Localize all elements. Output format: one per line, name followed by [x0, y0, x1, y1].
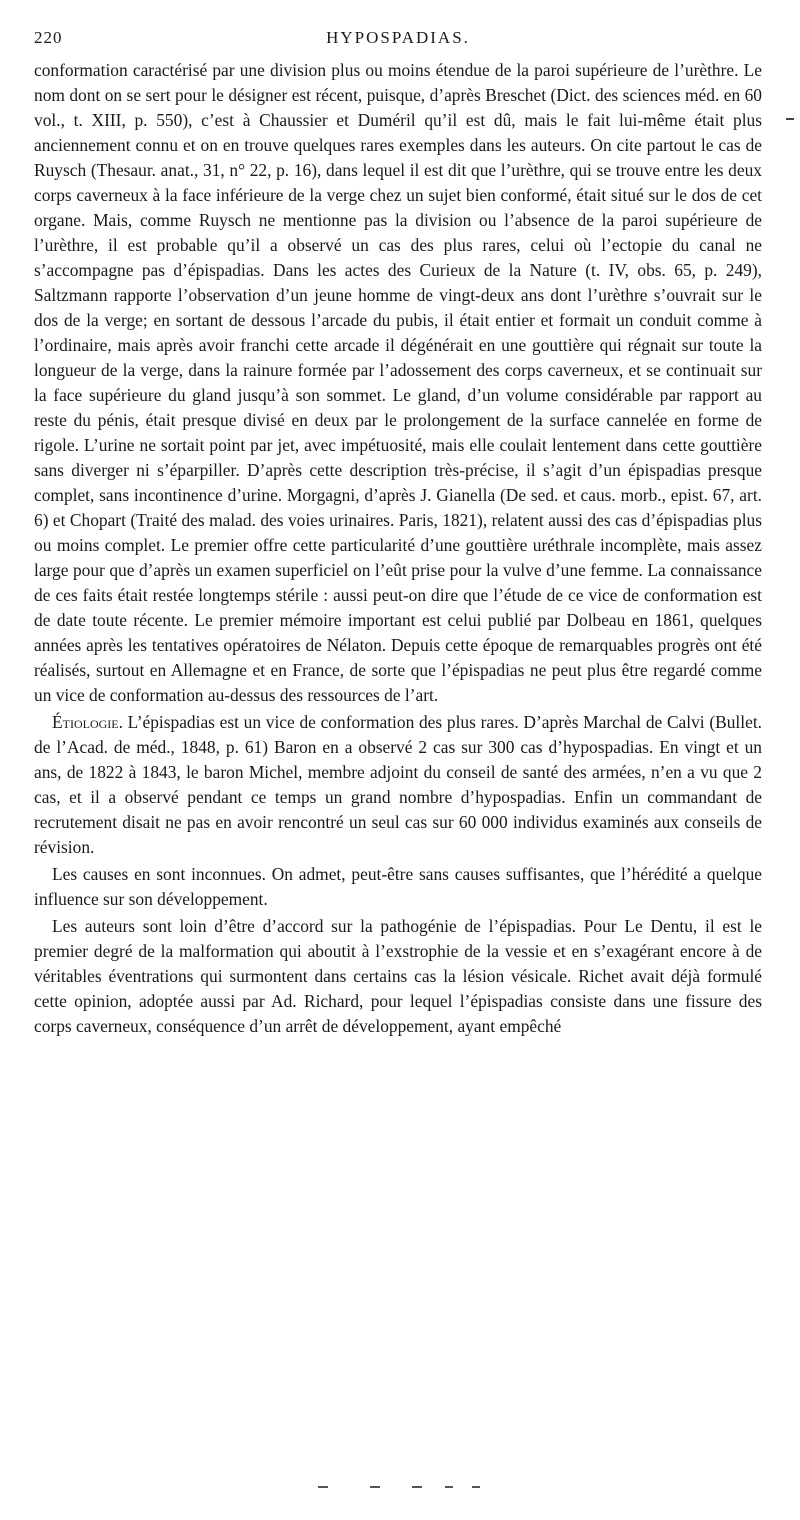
running-title: HYPOSPADIAS. [326, 28, 470, 47]
section-label: Étiologie. [52, 712, 123, 732]
running-header [34, 28, 762, 52]
paragraph: Les causes en sont inconnues. On admet, peut-être sans causes suffisantes, que l’hérédité a quelque influence sur son développement. [34, 864, 762, 909]
footer-dash [445, 1486, 453, 1488]
footer-dash [412, 1486, 422, 1488]
body-text [34, 58, 762, 1039]
footer-dash [318, 1486, 328, 1488]
footer-dash [370, 1486, 380, 1488]
paragraph-etiologie [34, 710, 762, 860]
paragraph: Les auteurs sont loin d’être d’accord sur la pathogénie de l’épispadias. Pour Le Dentu, il est le premier degré de la malformation qui aboutit à l’exstrophie de la vessie et en s’exagérant encore à de véritables éventrations qui surmontent dans certains cas la lésion vésicale. Richet avait déjà formulé cette opinion, adoptée aussi par Ad. Richard, pour lequel l’épispadias consiste dans une fissure des corps caverneux, conséquence d’un arrêt de développement, ayant empêché [34, 916, 762, 1036]
paragraph: conformation caractérisé par une division plus ou moins étendue de la paroi supérieure de l’urèthre. Le nom dont on se sert pour le désigner est récent, puisque, d’après Breschet (Dict. des sciences méd. en 60 vol., t. XIII, p. 550), c’est à Chaussier et Duméril qu’il est dû, mais le fait lui-même était plus anciennement connu et on en trouve quelques rares exemples dans les auteurs. On cite partout le cas de Ruysch (Thesaur. anat., 31, n° 22, p. 16), dans lequel il est dit que l’urèthre, qui se trouve entre les deux corps caverneux à la face inférieure de la verge chez un sujet bien conformé, était situé sur le dos de cet organe. Mais, comme Ruysch ne mentionne pas la division ou l’absence de la paroi supérieure de l’urèthre, il est probable qu’il a observé un cas des plus rares, celui où l’ectopie du canal ne s’accompagne pas d’épispadias. Dans les actes des Curieux de la Nature (t. IV, obs. 65, p. 249), Saltzmann rapporte l’observation d’un jeune homme de vingt-deux ans dont l’urèthre s’ouvrait sur le dos de la verge; en sortant de dessous l’arcade du pubis, il était entier et formait un conduit comme à l’ordinaire, mais après avoir franchi cette arcade il dégénérait en une gouttière qui régnait sur toute la longueur de la verge, dans la rainure formée par l’adossement des corps caverneux, et se continuait sur la face supérieure du gland jusqu’à son sommet. Le gland, d’un volume considérable par rapport au reste du pénis, était presque divisé en deux par le prolongement de la surface cannelée en forme de rigole. L’urine ne sortait point par jet, avec impétuosité, mais elle coulait lentement dans cette gouttière sans diverger ni s’éparpiller. D’après cette description très-précise, il s’agit d’un épispadias presque complet, sans incontinence d’urine. Morgagni, d’après J. Gianella (De sed. et caus. morb., epist. 67, art. 6) et Chopart (Traité des malad. des voies urinaires. Paris, 1821), relatent aussi des cas d’épispadias plus ou moins complet. Le premier offre cette particularité d’une gouttière uréthrale incomplète, mais assez large pour que d’après un examen superficiel on l’eût prise pour la vulve d’une femme. La connaissance de ces faits était restée longtemps stérile : aussi peut-on dire que l’étude de ce vice de conformation est de date toute récente. Le premier mémoire important est celui publié par Dolbeau en 1861, quelques années après les tentatives opératoires de Nélaton. Depuis cette époque de remarquables progrès ont été réalisés, surtout en Allemagne et en France, de sorte que l’épispadias ne peut plus être regardé comme un vice de conformation au-dessus des ressources de l’art. [34, 60, 762, 705]
paragraph-text: L’épispadias est un vice de conformation des plus rares. D’après Marchal de Calvi (Bullet. de l’Acad. de méd., 1848, p. 61) Baron en a observé 2 cas sur 300 cas d’hypospadias. En vingt et un ans, de 1822 à 1843, le baron Michel, membre adjoint du conseil de santé des armées, n’en a vu que 2 cas, et il a observé pendant ce temps un grand nombre d’hypospadias. Enfin un commandant de recrutement disait ne pas en avoir rencontré un seul cas sur 60 000 individus examinés aux conseils de révision. [34, 712, 762, 857]
footer-marks [0, 1486, 800, 1496]
page-number: 220 [34, 28, 63, 47]
margin-mark [786, 118, 794, 120]
footer-dash [472, 1486, 480, 1488]
